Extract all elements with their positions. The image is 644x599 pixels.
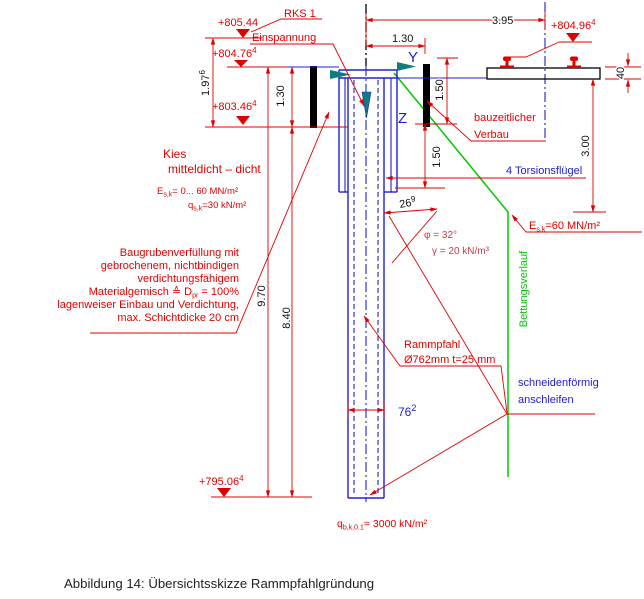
torsion-wings-label: 4 Torsionsflügel (506, 165, 583, 177)
kies-label: Kies (163, 147, 187, 161)
z-axis-label: Z (398, 110, 408, 127)
elevation-80476: $+804.76^4$ (212, 46, 257, 60)
dim-840: 8.40 (281, 307, 293, 329)
elevation-80544: +805.44 (218, 17, 259, 29)
dim-970: 9.70 (256, 285, 268, 307)
kies-stiffness-label: $E_{s,k}= 0$... 60 MN/m² (157, 186, 239, 199)
verbau-label-line1: bauzeitlicher (474, 112, 536, 124)
kies-density-label: mitteldicht – dicht (168, 162, 261, 176)
elevation-triangle-icon (234, 60, 248, 67)
stiffness-right-label: $E_{s,k}=60$ MN/m² (529, 220, 601, 234)
dim-269: $26^9$ (398, 194, 417, 211)
kies-skin-friction-label: $q_{s,k}=30$ kN/m² (188, 200, 247, 213)
rks-label: RKS 1 (284, 8, 316, 20)
elevation-triangle-icon (236, 29, 250, 38)
dim-40: 40 (615, 66, 627, 80)
dim-130-left: 1.30 (275, 85, 287, 107)
dim-300: 3.00 (580, 135, 592, 157)
y-axis-label: Y (408, 49, 419, 66)
bedding-profile (394, 73, 530, 477)
leader-80496 (508, 42, 559, 57)
einspannung-label: Einspannung (252, 32, 317, 44)
soil-layer-kies (157, 147, 261, 213)
coordinate-axes (330, 49, 418, 127)
railway-track (487, 57, 600, 80)
backfill-line1: Baugrubenverfüllung mit (119, 247, 239, 259)
backfill-line5: lagenweiser Einbau und Verdichtung, (57, 299, 239, 311)
elevation-triangle-icon (566, 33, 580, 42)
dim-395: 3.95 (492, 15, 514, 27)
friction-angle-label: φ = 32° (424, 230, 458, 241)
unit-weight-label: γ = 20 kN/m³ (432, 246, 489, 257)
cutting-edge-label-line2: anschleifen (518, 394, 574, 406)
backfill-line2: gebrochenem, nichtbindigen (100, 260, 239, 272)
cutting-edge-leader (370, 414, 595, 495)
backfill-note (57, 112, 329, 333)
figure-caption: Abbildung 14: Übersichtsskizze Rammpfahlgründung (64, 576, 375, 591)
elevation-triangle-icon (217, 488, 231, 497)
dim-197: 1.97$^6$ (198, 70, 212, 96)
backfill-line6: max. Schichtdicke 20 cm (117, 312, 239, 324)
rammpfahl-label-line2: Ø762mm t=25 mm (404, 354, 496, 366)
bedding-profile-label: Bettungsverlauf (518, 250, 530, 328)
dim-line-269 (384, 209, 437, 213)
elevation-triangle-icon (236, 116, 250, 125)
backfill-line3: verdichtungsfähigem (137, 273, 239, 285)
dimension-lines (198, 12, 641, 497)
rail-right-icon (567, 57, 581, 69)
base-resistance-label: $q_{b,k,0.1}= 3000$ kN/m² (337, 518, 428, 532)
track-slab (487, 68, 600, 79)
dim-150-lower: 1.50 (431, 146, 443, 168)
dim-150-upper: 1.50 (434, 79, 446, 101)
shoring-bar-left (310, 66, 317, 128)
elevation-79506: $+795.06^4$ (199, 474, 244, 488)
shoring-bar-right (423, 64, 430, 127)
dim-762: $76^2$ (398, 403, 417, 419)
cutting-edge-label-line1: schneidenförmig (518, 377, 599, 389)
verbau-label-line2: Verbau (474, 129, 509, 141)
rks-leader (251, 19, 322, 32)
elevation-80496: $+804.96^4$ (551, 18, 596, 32)
backfill-line4: Materialgemisch ≙ $D_{pr} = 100\%$ (88, 286, 239, 300)
rail-left-icon (500, 57, 514, 69)
annotations (250, 8, 642, 532)
elevation-80346: $+803.46^4$ (212, 99, 257, 113)
rammpfahl-label-line1: Rammpfahl (404, 339, 461, 351)
dim-130-top: 1.30 (392, 33, 414, 45)
